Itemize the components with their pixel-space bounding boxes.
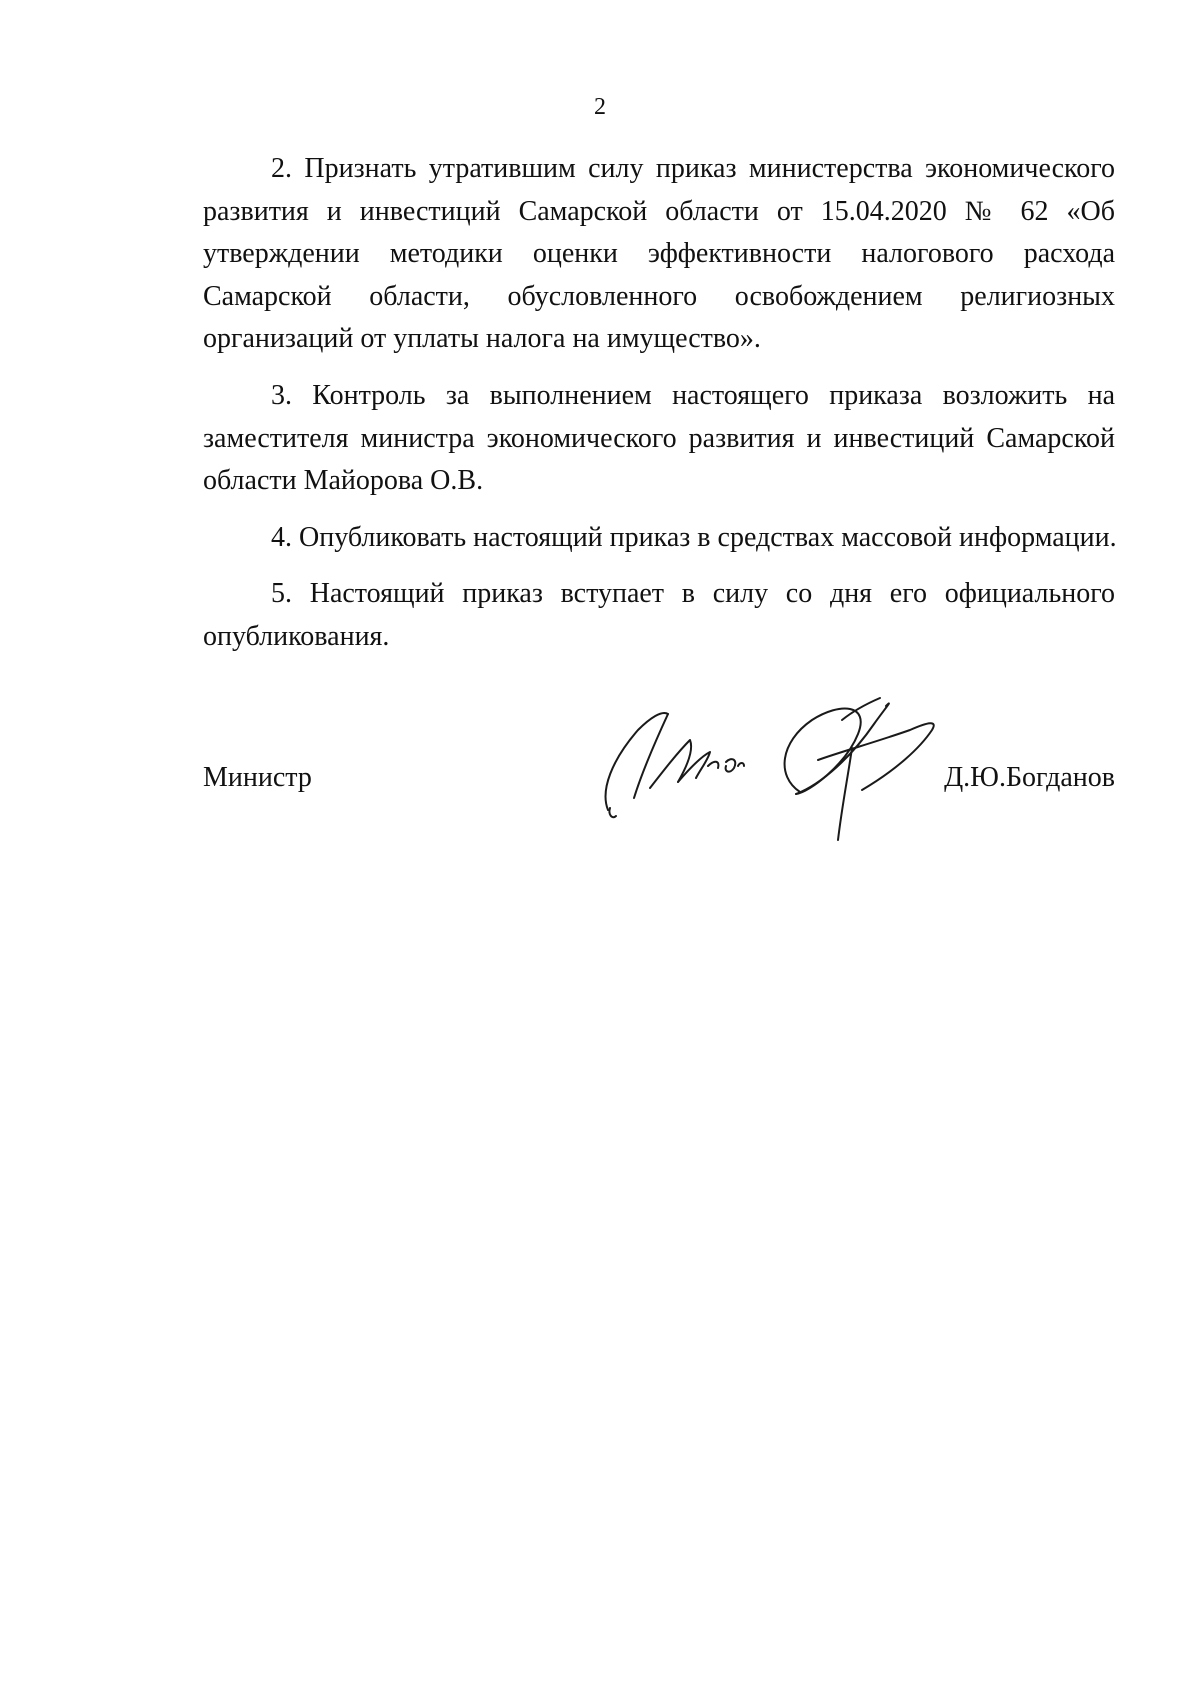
signatory-name: Д.Ю.Богданов bbox=[944, 762, 1115, 793]
paragraph-5-effective: 5. Настоящий приказ вступает в силу со дня его официального опубликования. bbox=[203, 578, 1115, 652]
paragraph-4-publish: 4. Опубликовать настоящий приказ в средствах массовой информации. bbox=[271, 521, 1117, 553]
page-number: 2 bbox=[594, 94, 606, 120]
document-body bbox=[203, 148, 1115, 673]
handwritten-signature bbox=[590, 690, 970, 870]
signatory-title: Министр bbox=[203, 762, 312, 793]
paragraph-2-repeal: 2. Признать утратившим силу приказ министерства экономического развития и инвестиций Самарской области от 15.04.2020 № 62 «Об утверждении методики оценки эффективности налогового расхода Самарской области, обусловленного освобождением религиозных организаций от уплаты налога на имущество». bbox=[203, 153, 1115, 355]
paragraph-3-control: 3. Контроль за выполнением настоящего приказа возложить на заместителя министра экономического развития и инвестиций Самарской области Майорова О.В. bbox=[203, 379, 1115, 497]
